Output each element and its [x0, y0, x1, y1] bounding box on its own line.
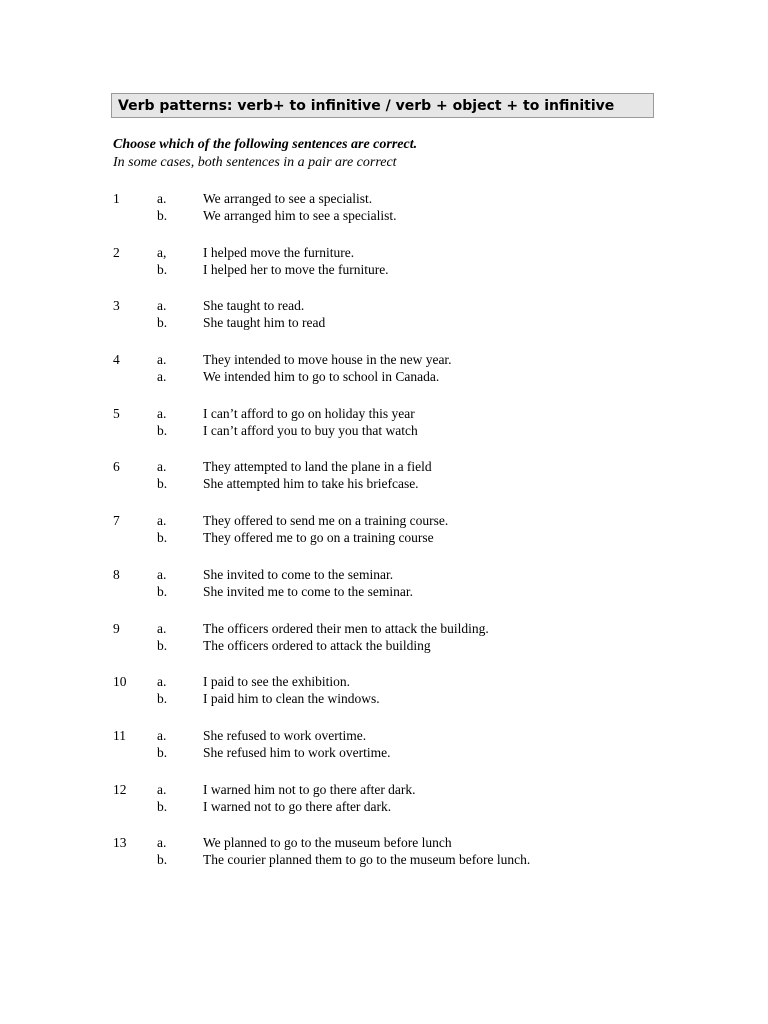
exercise-item [0, 458, 768, 512]
worksheet-title: Verb patterns: verb+ to infinitive / verb + object + to infinitive [111, 93, 654, 118]
instructions [113, 136, 417, 172]
sentence-text: The courier planned them to go to the museum before lunch. [203, 852, 531, 868]
exercise-item [0, 512, 768, 566]
option-letter: b. [157, 476, 168, 492]
sentence-text: We arranged to see a specialist. [203, 191, 373, 206]
sentence-text: I helped move the furniture. [203, 244, 355, 260]
sentence-text: The officers ordered their men to attack the building. [203, 620, 489, 636]
sentence-text: I paid him to clean the windows. [203, 691, 380, 707]
option-letter: b. [157, 208, 168, 223]
option-letter: a. [157, 191, 167, 206]
exercise-item [0, 297, 768, 351]
sentence-text: I warned not to go there after dark. [203, 798, 392, 814]
exercise-item [0, 244, 768, 298]
sentence-text: She attempted him to take his briefcase. [203, 476, 419, 492]
sentence-text: They attempted to land the plane in a field [203, 459, 432, 475]
sentence-text: The officers ordered to attack the building [203, 637, 431, 653]
option-letter: a. [157, 781, 167, 797]
item-number: 6 [113, 459, 120, 475]
sentence-text: They intended to move house in the new year. [203, 352, 452, 368]
option-letter: a. [157, 352, 167, 368]
item-number: 1 [113, 191, 120, 206]
option-letter: a, [157, 244, 167, 260]
option-letter: b. [157, 530, 168, 546]
sentence-text: She refused to work overtime. [203, 727, 367, 743]
exercise-item [0, 620, 768, 674]
option-letter: a. [157, 835, 167, 851]
item-number: 2 [113, 244, 120, 260]
sentence-text: We intended him to go to school in Canada. [203, 369, 440, 385]
option-letter: b. [157, 852, 168, 868]
option-letter: b. [157, 744, 168, 760]
sentence-text: I helped her to move the furniture. [203, 261, 389, 277]
sentence-text: They offered me to go on a training course [203, 530, 434, 546]
item-number: 11 [113, 727, 126, 743]
option-letter: a. [157, 727, 167, 743]
option-letter: b. [157, 422, 168, 438]
option-letter: a. [157, 459, 167, 475]
option-letter: a. [157, 298, 167, 314]
option-letter: a. [157, 405, 167, 421]
item-number: 8 [113, 566, 120, 582]
instructions-heading: Choose which of the following sentences are correct. [113, 137, 418, 152]
item-number: 12 [113, 781, 127, 797]
exercise-item [0, 351, 768, 405]
option-letter: b. [157, 691, 168, 707]
option-letter: a. [157, 620, 167, 636]
sentence-text: I can’t afford you to buy you that watch [203, 422, 418, 438]
item-number: 10 [113, 674, 127, 690]
option-letter: a. [157, 674, 167, 690]
exercise-item [0, 566, 768, 620]
exercise-list [0, 190, 768, 888]
item-number: 4 [113, 352, 120, 368]
exercise-item [0, 727, 768, 781]
exercise-item [0, 405, 768, 459]
sentence-text: I warned him not to go there after dark. [203, 781, 416, 797]
sentence-text: They offered to send me on a training course. [203, 513, 449, 529]
sentence-text: She taught to read. [203, 298, 305, 314]
item-number: 7 [113, 513, 120, 529]
option-letter: a. [157, 566, 167, 582]
sentence-text: I paid to see the exhibition. [203, 674, 350, 690]
sentence-text: She invited to come to the seminar. [203, 566, 394, 582]
item-number: 3 [113, 298, 120, 314]
sentence-text: She invited me to come to the seminar. [203, 583, 413, 599]
exercise-item [0, 781, 768, 835]
option-letter: b. [157, 261, 168, 277]
exercise-item [0, 190, 768, 244]
item-number: 13 [113, 835, 127, 851]
option-letter: b. [157, 798, 168, 814]
instructions-note: In some cases, both sentences in a pair are correct [113, 155, 397, 170]
sentence-text: I can’t afford to go on holiday this year [203, 405, 415, 421]
sentence-text: We planned to go to the museum before lunch [203, 835, 452, 851]
exercise-item [0, 834, 768, 888]
option-letter: a. [157, 369, 167, 385]
sentence-text: We arranged him to see a specialist. [203, 208, 397, 223]
item-number: 5 [113, 405, 120, 421]
option-letter: b. [157, 583, 168, 599]
sentence-text: She refused him to work overtime. [203, 744, 391, 760]
item-number: 9 [113, 620, 120, 636]
exercise-item [0, 673, 768, 727]
option-letter: b. [157, 637, 168, 653]
option-letter: a. [157, 513, 167, 529]
option-letter: b. [157, 315, 168, 331]
sentence-text: She taught him to read [203, 315, 326, 331]
